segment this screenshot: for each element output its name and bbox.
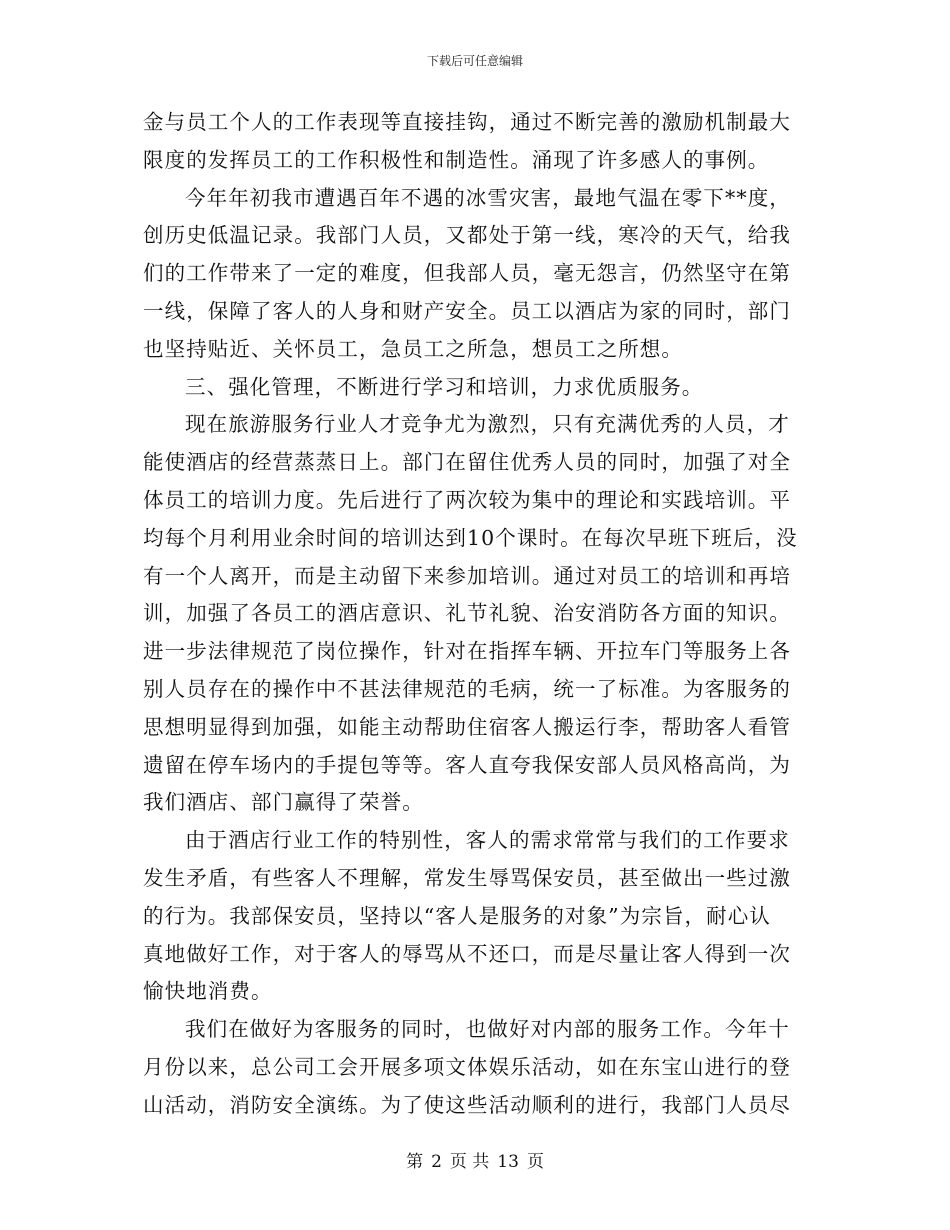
page-header: 下载后可任意编辑 xyxy=(426,54,523,68)
text-line: 均每个月利用业余时间的培训达到10个课时。在每次早班下班后，没 xyxy=(143,525,798,550)
text-line: 愉快地消费。 xyxy=(143,979,273,1004)
footer-suffix: 页 xyxy=(526,1152,544,1172)
text-line: 发生矛盾，有些客人不理解，常发生辱骂保安员，甚至做出一些过激 xyxy=(143,865,791,890)
text-line: 我们在做好为客服务的同时，也做好对内部的服务工作。今年十 xyxy=(185,1017,790,1042)
text-line: 创历史低温记录。我部门人员，又都处于第一线，寒冷的天气，给我 xyxy=(143,223,791,248)
document-body xyxy=(143,104,803,1125)
text-line: 遗留在停车场内的手提包等等。客人直夸我保安部人员风格高尚，为 xyxy=(143,752,791,777)
text-line: 能使酒店的经营蒸蒸日上。部门在留住优秀人员的同时，加强了对全 xyxy=(143,450,791,475)
footer-prefix: 第 xyxy=(406,1152,424,1172)
text-line: 现在旅游服务行业人才竞争尤为激烈，只有充满优秀的人员，才 xyxy=(185,412,790,437)
text-line: 有一个人离开，而是主动留下来参加培训。通过对员工的培训和再培 xyxy=(143,563,791,588)
text-line: 体员工的培训力度。先后进行了两次较为集中的理论和实践培训。平 xyxy=(143,487,791,512)
text-line: 金与员工个人的工作表现等直接挂钩，通过不断完善的激励机制最大 xyxy=(143,110,791,134)
text-line: 一线，保障了客人的人身和财产安全。员工以酒店为家的同时，部门 xyxy=(143,298,791,323)
text-line: 别人员存在的操作中不甚法律规范的毛病，统一了标准。为客服务的 xyxy=(143,676,791,701)
footer-total-pages: 13 xyxy=(497,1152,519,1172)
text-line: 的行为。我部保安员，坚持以“客人是服务的对象”为宗旨，耐心认 xyxy=(143,903,771,928)
footer-middle: 页 共 xyxy=(449,1152,490,1172)
text-line: 今年年初我市遭遇百年不遇的冰雪灾害，最地气温在零下**度， xyxy=(185,185,791,210)
text-line: 我们酒店、部门赢得了荣誉。 xyxy=(143,790,424,815)
text-line: 山活动，消防安全演练。为了使这些活动顺利的进行，我部门人员尽 xyxy=(143,1092,791,1117)
text-line: 思想明显得到加强，如能主动帮助住宿客人搬运行李，帮助客人看管 xyxy=(143,714,791,739)
text-line: 三、强化管理，不断进行学习和培训，力求优质服务。 xyxy=(185,374,704,399)
text-line: 限度的发挥员工的工作积极性和制造性。涌现了许多感人的事例。 xyxy=(143,147,770,172)
text-line: 真地做好工作，对于客人的辱骂从不还口，而是尽量让客人得到一次 xyxy=(143,941,791,966)
text-line: 由于酒店行业工作的特别性，客人的需求常常与我们的工作要求 xyxy=(185,828,790,853)
page-footer xyxy=(0,1151,950,1173)
footer-page-number: 2 xyxy=(431,1152,442,1172)
text-line: 也坚持贴近、关怀员工，急员工之所急，想员工之所想。 xyxy=(143,336,683,361)
text-line: 月份以来，总公司工会开展多项文体娱乐活动，如在东宝山进行的登 xyxy=(143,1054,791,1079)
text-line: 进一步法律规范了岗位操作，针对在指挥车辆、开拉车门等服务上各 xyxy=(143,639,791,664)
text-line: 训，加强了各员工的酒店意识、礼节礼貌、治安消防各方面的知识。 xyxy=(143,601,791,626)
text-line: 们的工作带来了一定的难度，但我部人员，毫无怨言，仍然坚守在第 xyxy=(143,261,791,286)
